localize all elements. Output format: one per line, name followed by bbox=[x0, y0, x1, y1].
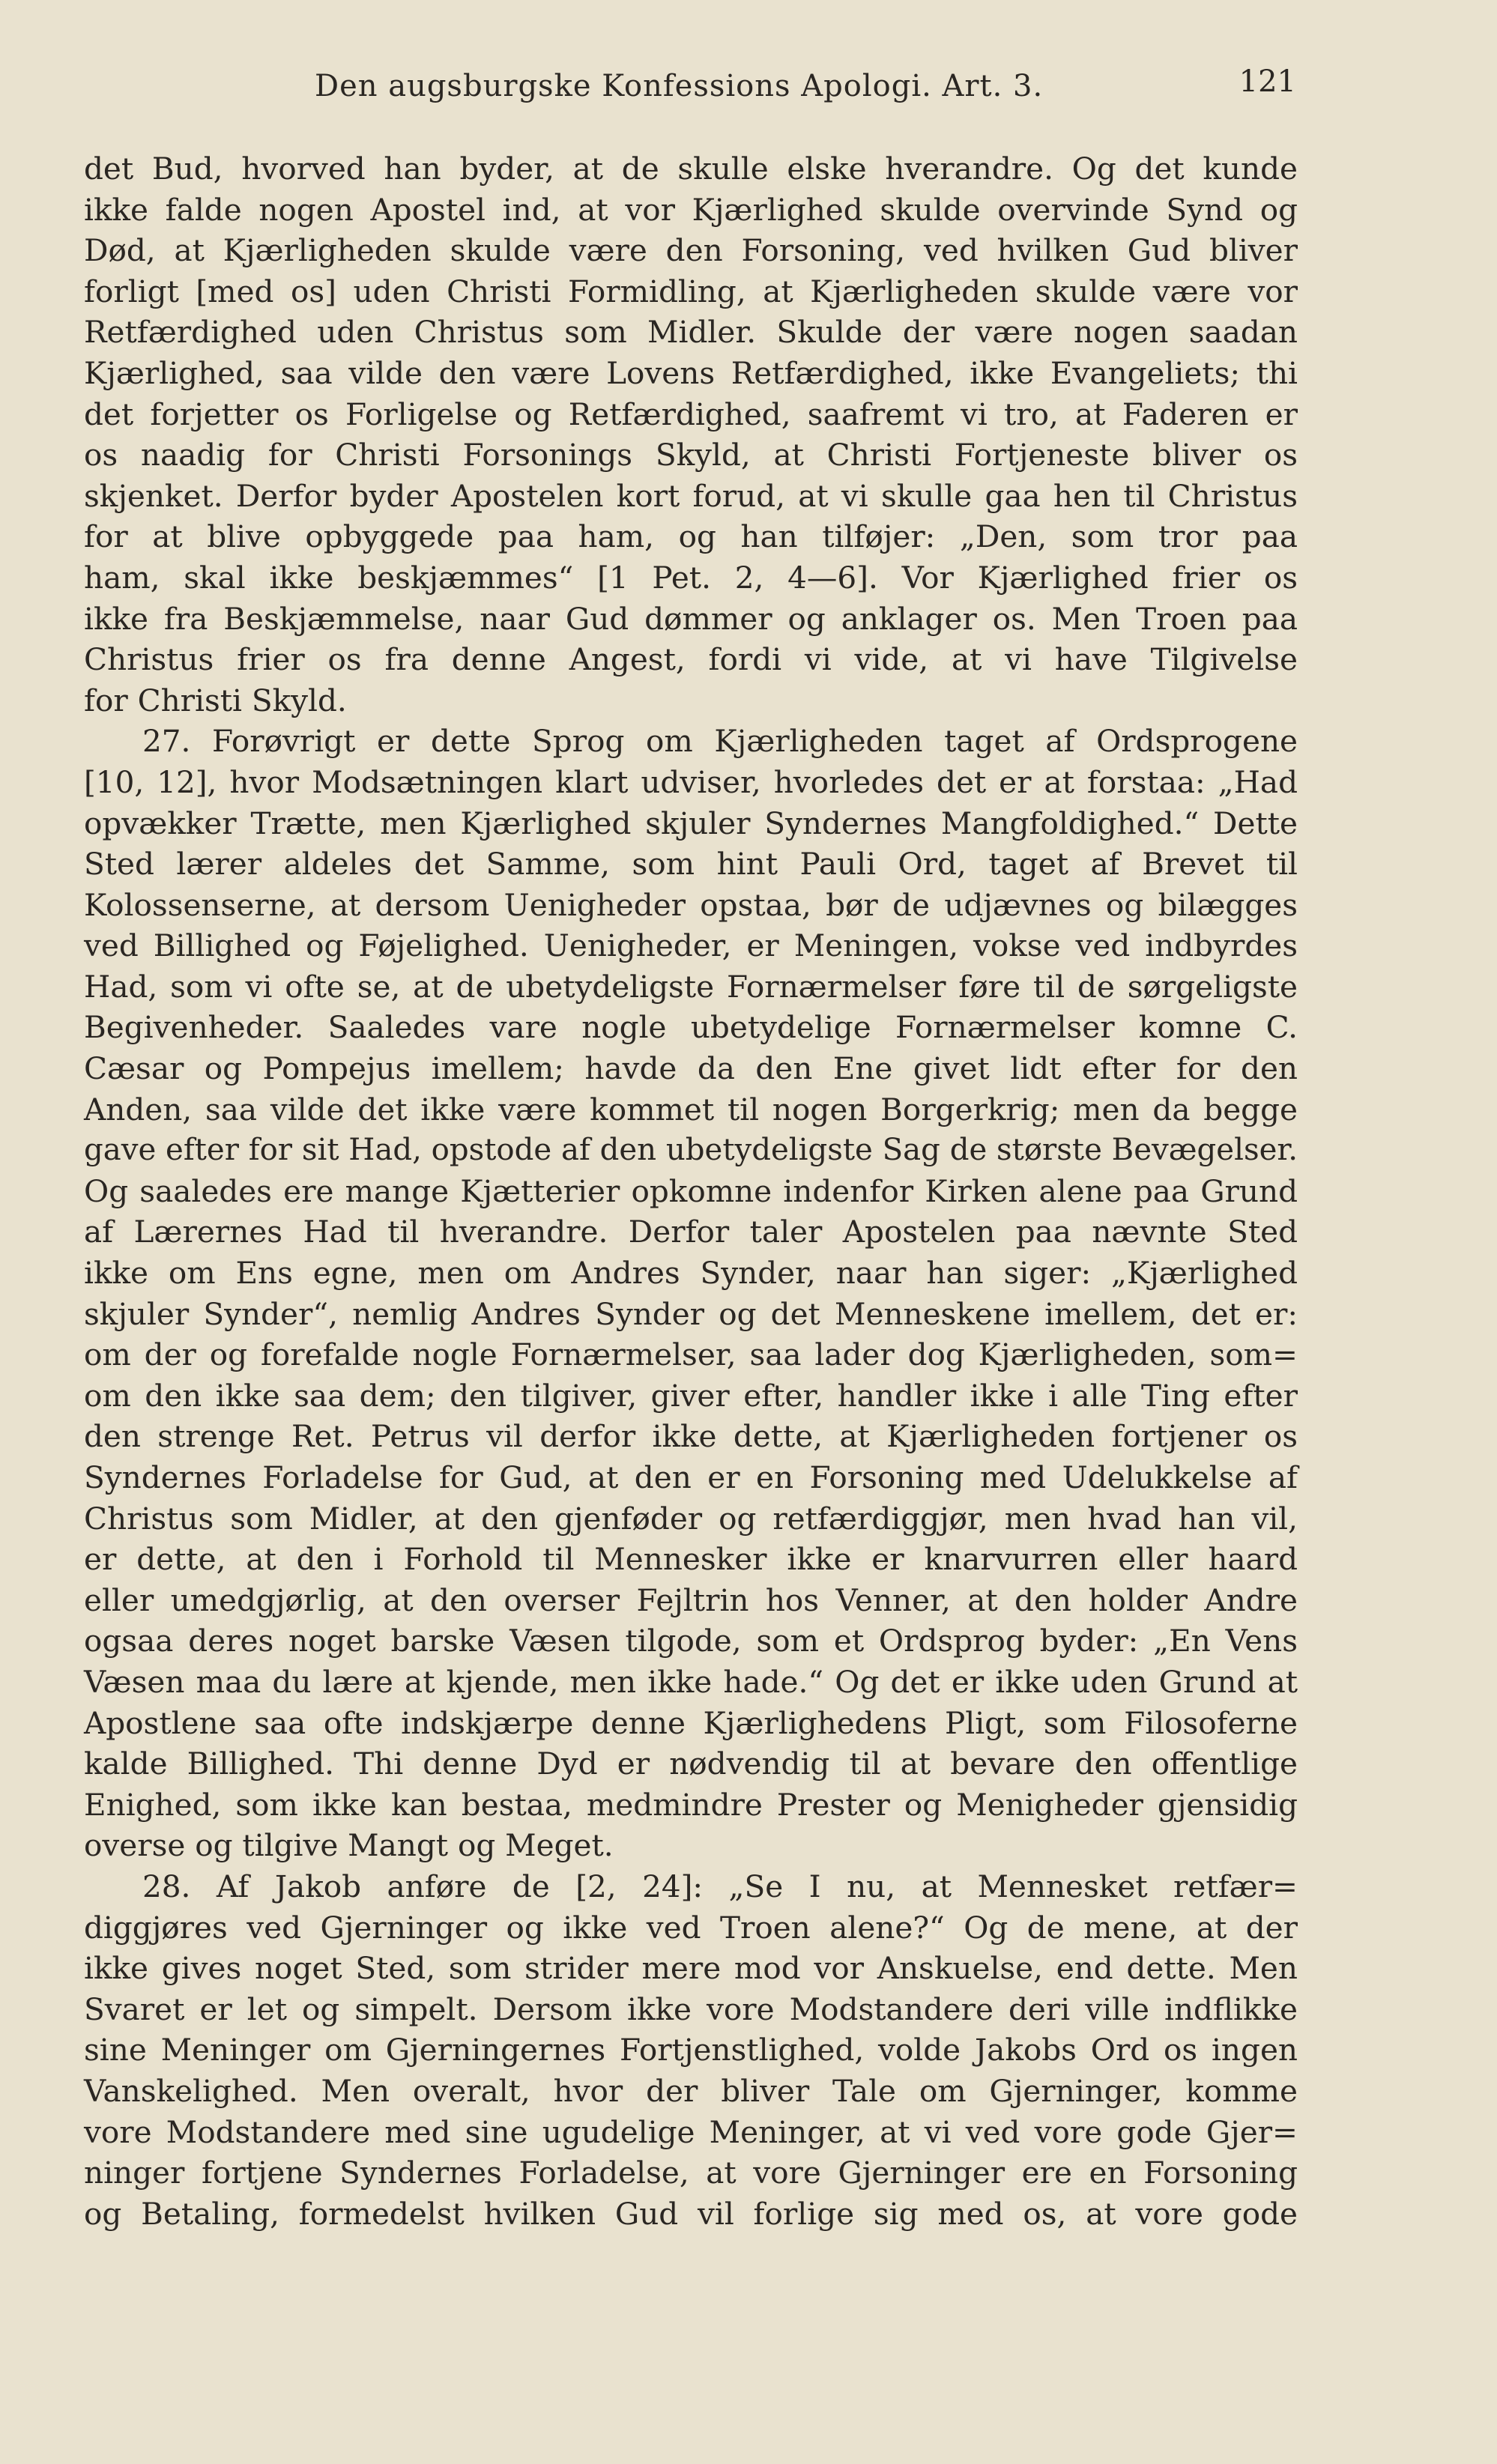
text-line: overse og tilgive Mangt og Meget. bbox=[84, 1827, 614, 1864]
text-line: Begivenheder. Saaledes vare nogle ubetydelige Fornærmelser komne C. bbox=[84, 1009, 1298, 1046]
text-line: ogsaa deres noget barske Væsen tilgode, som et Ordsprog byder: „En Vens bbox=[84, 1623, 1298, 1659]
text-line: om den ikke saa dem; den tilgiver, giver efter, handler ikke i alle Ting efter bbox=[84, 1377, 1298, 1414]
page-header bbox=[315, 64, 1319, 114]
text-line: det Bud, hvorved han byder, at de skulle elske hverandre. Og det kunde bbox=[84, 151, 1298, 187]
text-line: Død, at Kjærligheden skulde være den Forsoning, ved hvilken Gud bliver bbox=[84, 232, 1298, 269]
text-line: sine Meninger om Gjerningernes Fortjenstlighed, volde Jakobs Ord os ingen bbox=[84, 2032, 1298, 2068]
text-line: skjuler Synder“, nemlig Andres Synder og det Menneskene imellem, det er: bbox=[84, 1295, 1298, 1332]
text-line: af Lærernes Had til hverandre. Derfor taler Apostelen paa nævnte Sted bbox=[84, 1214, 1298, 1250]
text-line: eller umedgjørlig, at den overser Fejltrin hos Venner, at den holder Andre bbox=[84, 1581, 1298, 1618]
text-line: den strenge Ret. Petrus vil derfor ikke dette, at Kjærligheden fortjener os bbox=[84, 1418, 1298, 1455]
text-line: Kolossenserne, at dersom Uenigheder opstaa, bør de udjævnes og bilægges bbox=[84, 886, 1298, 923]
body-text bbox=[84, 148, 1298, 2234]
text-line: diggjøres ved Gjerninger og ikke ved Troen alene?“ Og de mene, at der bbox=[84, 1909, 1298, 1946]
text-line: [10, 12], hvor Modsætningen klart udviser, hvorledes det er at forstaa: „Had bbox=[84, 763, 1298, 800]
text-line: Kjærlighed, saa vilde den være Lovens Retfærdighed, ikke Evangeliets; thi bbox=[84, 354, 1298, 391]
text-line: Enighed, som ikke kan bestaa, medmindre Prester og Menigheder gjensidig bbox=[84, 1786, 1298, 1823]
text-line: for at blive opbyggede paa ham, og han tilføjer: „Den, som tror paa bbox=[84, 518, 1298, 555]
text-line: det forjetter os Forligelse og Retfærdighed, saafremt vi tro, at Faderen er bbox=[84, 396, 1298, 432]
text-line: skjenket. Derfor byder Apostelen kort forud, at vi skulle gaa hen til Christus bbox=[84, 477, 1298, 514]
text-line: ikke falde nogen Apostel ind, at vor Kjærlighed skulde overvinde Synd og bbox=[84, 191, 1298, 228]
text-line: Svaret er let og simpelt. Dersom ikke vore Modstandere deri ville indflikke bbox=[84, 1991, 1298, 2027]
text-line: kalde Billighed. Thi denne Dyd er nødvendig til at bevare den offentlige bbox=[84, 1746, 1298, 1782]
text-line: ham, skal ikke beskjæmmes“ [1 Pet. 2, 4—6]. Vor Kjærlighed frier os bbox=[84, 559, 1298, 596]
text-line: Og saaledes ere mange Kjætterier opkomne indenfor Kirken alene paa Grund bbox=[84, 1172, 1298, 1209]
text-line: gave efter for sit Had, opstode af den ubetydeligste Sag de største Bevægelser. bbox=[84, 1133, 1298, 1168]
text-line: ikke om Ens egne, men om Andres Synder, naar han siger: „Kjærlighed bbox=[84, 1255, 1298, 1292]
text-line: ikke gives noget Sted, som strider mere mod vor Anskuelse, end dette. Men bbox=[84, 1950, 1298, 1987]
text-line: er dette, at den i Forhold til Mennesker ikke er knarvurren eller haard bbox=[84, 1541, 1298, 1578]
text-line: ninger fortjene Syndernes Forladelse, at vore Gjerninger ere en Forsoning bbox=[84, 2155, 1298, 2191]
text-line: 28. Af Jakob anføre de [2, 24]: „Se I nu, at Mennesket retfær= bbox=[142, 1868, 1298, 1904]
text-line: ved Billighed og Føjelighed. Uenigheder, er Meningen, vokse ved indbyrdes bbox=[84, 927, 1298, 964]
text-line: Syndernes Forladelse for Gud, at den er en Forsoning med Udelukkelse af bbox=[84, 1459, 1298, 1495]
text-line: Sted lærer aldeles det Samme, som hint Pauli Ord, taget af Brevet til bbox=[84, 846, 1298, 883]
text-line: opvækker Trætte, men Kjærlighed skjuler Syndernes Mangfoldighed.“ Dette bbox=[84, 805, 1298, 841]
text-line: Anden, saa vilde det ikke være kommet til nogen Borgerkrig; men da begge bbox=[84, 1091, 1298, 1127]
text-line: 27. Forøvrigt er dette Sprog om Kjærligheden taget af Ordsprogene bbox=[142, 723, 1298, 760]
text-line: Apostlene saa ofte indskjærpe denne Kjærlighedens Pligt, som Filosoferne bbox=[84, 1704, 1298, 1741]
text-line: om der og forefalde nogle Fornærmelser, saa lader dog Kjærligheden, som= bbox=[84, 1337, 1298, 1373]
text-line: Vanskelighed. Men overalt, hvor der bliver Tale om Gjerninger, komme bbox=[84, 2072, 1298, 2109]
text-line: os naadig for Christi Forsonings Skyld, at Christi Fortjeneste bliver os bbox=[84, 437, 1298, 473]
text-line: Christus som Midler, at den gjenføder og retfærdiggjør, men hvad han vil, bbox=[84, 1500, 1298, 1537]
page-number: 121 bbox=[1239, 64, 1296, 99]
text-line: ikke fra Beskjæmmelse, naar Gud dømmer og anklager os. Men Troen paa bbox=[84, 600, 1298, 637]
text-line: forligt [med os] uden Christi Formidling, at Kjærligheden skulde være vor bbox=[84, 273, 1298, 309]
text-line: og Betaling, formedelst hvilken Gud vil forlige sig med os, at vore gode bbox=[84, 2195, 1298, 2232]
text-line: Had, som vi ofte se, at de ubetydeligste Fornærmelser føre til de sørgeligste bbox=[84, 968, 1298, 1005]
text-line: Retfærdighed uden Christus som Midler. Skulde der være nogen saadan bbox=[84, 314, 1298, 351]
text-line: Væsen maa du lære at kjende, men ikke hade.“ Og det er ikke uden Grund at bbox=[84, 1663, 1298, 1700]
text-line: for Christi Skyld. bbox=[84, 682, 347, 718]
text-line: Cæsar og Pompejus imellem; havde da den Ene givet lidt efter for den bbox=[84, 1050, 1298, 1087]
running-head: Den augsburgske Konfessions Apologi. Art. 3. bbox=[315, 69, 1044, 103]
text-line: vore Modstandere med sine ugudelige Meninger, at vi ved vore gode Gjer= bbox=[84, 2113, 1298, 2150]
text-line: Christus frier os fra denne Angest, fordi vi vide, at vi have Tilgivelse bbox=[84, 641, 1298, 678]
